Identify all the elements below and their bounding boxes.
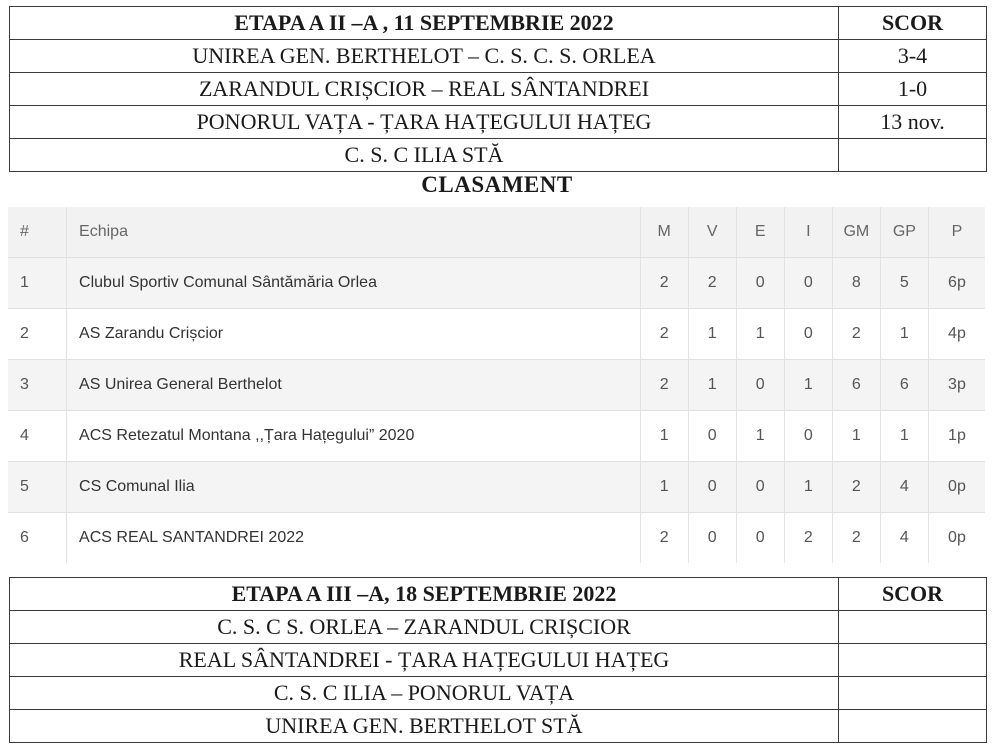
match-score — [839, 611, 987, 644]
etapa3-fixtures-table — [9, 577, 987, 743]
standings-row — [8, 462, 985, 513]
cell-wins: 1 — [688, 309, 736, 360]
cell-draws: 0 — [736, 360, 784, 411]
cell-team: ACS REAL SANTANDREI 2022 — [67, 513, 641, 564]
cell-position: 5 — [8, 462, 67, 513]
cell-team: ACS Retezatul Montana ,,Țara Hațegului” 2020 — [67, 411, 641, 462]
cell-played: 1 — [640, 462, 688, 513]
match-score — [839, 644, 987, 677]
match-score — [839, 677, 987, 710]
cell-draws: 1 — [736, 309, 784, 360]
match-score: 1-0 — [839, 73, 987, 106]
cell-goals-scored: 1 — [832, 411, 880, 462]
cell-goals-scored: 2 — [832, 513, 880, 564]
cell-goals-conceded: 5 — [880, 258, 928, 309]
cell-played: 2 — [640, 258, 688, 309]
cell-draws: 0 — [736, 258, 784, 309]
match-row — [10, 644, 987, 677]
header-position: # — [8, 207, 67, 258]
cell-losses: 0 — [784, 309, 832, 360]
cell-draws: 0 — [736, 513, 784, 564]
match-score: 3-4 — [839, 40, 987, 73]
cell-played: 2 — [640, 360, 688, 411]
match-teams: REAL SÂNTANDREI - ȚARA HAȚEGULUI HAȚEG — [10, 644, 839, 677]
cell-goals-scored: 2 — [832, 462, 880, 513]
header-goals-conceded: GP — [880, 207, 928, 258]
cell-played: 2 — [640, 513, 688, 564]
match-row — [10, 106, 987, 139]
match-row — [10, 611, 987, 644]
cell-goals-conceded: 1 — [880, 411, 928, 462]
match-teams: UNIREA GEN. BERTHELOT – C. S. C. S. ORLEA — [10, 40, 839, 73]
cell-wins: 0 — [688, 462, 736, 513]
cell-points: 6p — [928, 258, 985, 309]
cell-losses: 0 — [784, 258, 832, 309]
etapa2-score-header: SCOR — [839, 7, 987, 40]
standings-body — [8, 258, 985, 564]
cell-played: 2 — [640, 309, 688, 360]
cell-team: Clubul Sportiv Comunal Sântămăria Orlea — [67, 258, 641, 309]
cell-losses: 1 — [784, 360, 832, 411]
standings-row — [8, 309, 985, 360]
match-teams: C. S. C ILIA STĂ — [10, 139, 839, 172]
etapa2-results-table — [9, 6, 987, 172]
cell-wins: 2 — [688, 258, 736, 309]
standings-row — [8, 360, 985, 411]
match-score — [839, 139, 987, 172]
match-teams: C. S. C S. ORLEA – ZARANDUL CRIȘCIOR — [10, 611, 839, 644]
cell-position: 3 — [8, 360, 67, 411]
match-row — [10, 710, 987, 743]
standings-caption: CLASAMENT — [421, 172, 573, 197]
match-row — [10, 139, 987, 172]
cell-position: 4 — [8, 411, 67, 462]
header-losses: I — [784, 207, 832, 258]
match-teams: PONORUL VAȚA - ȚARA HAȚEGULUI HAȚEG — [10, 106, 839, 139]
standings-header-row — [8, 207, 985, 258]
cell-draws: 1 — [736, 411, 784, 462]
cell-goals-scored: 2 — [832, 309, 880, 360]
header-goals-scored: GM — [832, 207, 880, 258]
cell-goals-conceded: 4 — [880, 462, 928, 513]
match-score — [839, 710, 987, 743]
match-row — [10, 40, 987, 73]
standings-row — [8, 513, 985, 564]
etapa3-header-row — [10, 578, 987, 611]
cell-losses: 0 — [784, 411, 832, 462]
cell-goals-conceded: 4 — [880, 513, 928, 564]
match-teams: C. S. C ILIA – PONORUL VAȚA — [10, 677, 839, 710]
etapa3-score-header: SCOR — [839, 578, 987, 611]
cell-draws: 0 — [736, 462, 784, 513]
cell-losses: 2 — [784, 513, 832, 564]
cell-position: 1 — [8, 258, 67, 309]
header-wins: V — [688, 207, 736, 258]
cell-team: AS Unirea General Berthelot — [67, 360, 641, 411]
cell-played: 1 — [640, 411, 688, 462]
cell-points: 3p — [928, 360, 985, 411]
etapa3-title: ETAPA A III –A, 18 SEPTEMBRIE 2022 — [10, 578, 839, 611]
cell-wins: 0 — [688, 513, 736, 564]
cell-position: 6 — [8, 513, 67, 564]
match-row — [10, 677, 987, 710]
standings-row — [8, 411, 985, 462]
match-teams: ZARANDUL CRIȘCIOR – REAL SÂNTANDREI — [10, 73, 839, 106]
match-row — [10, 73, 987, 106]
cell-wins: 1 — [688, 360, 736, 411]
header-points: P — [928, 207, 985, 258]
standings-row — [8, 258, 985, 309]
cell-goals-conceded: 1 — [880, 309, 928, 360]
match-teams: UNIREA GEN. BERTHELOT STĂ — [10, 710, 839, 743]
cell-points: 1p — [928, 411, 985, 462]
cell-losses: 1 — [784, 462, 832, 513]
header-played: M — [640, 207, 688, 258]
etapa2-header-row — [10, 7, 987, 40]
etapa2-title: ETAPA A II –A , 11 SEPTEMBRIE 2022 — [10, 7, 839, 40]
cell-position: 2 — [8, 309, 67, 360]
cell-team: CS Comunal Ilia — [67, 462, 641, 513]
header-team: Echipa — [67, 207, 641, 258]
cell-goals-conceded: 6 — [880, 360, 928, 411]
cell-goals-scored: 6 — [832, 360, 880, 411]
cell-points: 0p — [928, 513, 985, 564]
cell-points: 4p — [928, 309, 985, 360]
cell-points: 0p — [928, 462, 985, 513]
cell-goals-scored: 8 — [832, 258, 880, 309]
standings-table — [8, 207, 985, 563]
match-score: 13 nov. — [839, 106, 987, 139]
cell-wins: 0 — [688, 411, 736, 462]
header-draws: E — [736, 207, 784, 258]
cell-team: AS Zarandu Crișcior — [67, 309, 641, 360]
